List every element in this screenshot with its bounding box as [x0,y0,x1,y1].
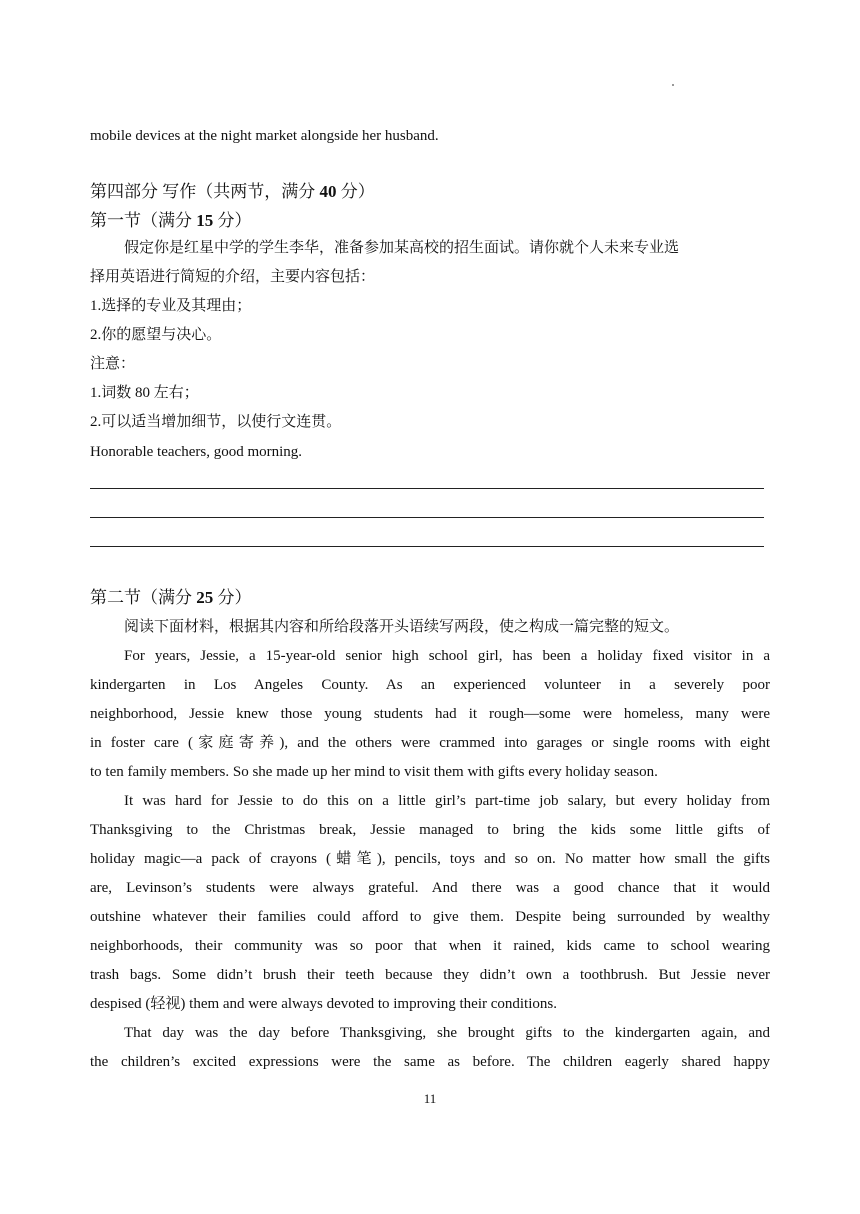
section1-prompt-line: 假定你是红星中学的学生李华，准备参加某高校的招生面试。请你就个人未来专业选 [124,240,680,256]
section2-heading: 第二节（满分 25 分） [90,588,252,607]
section1-prompt-line: 择用英语进行简短的介绍，主要内容包括： [90,269,376,285]
passage-line: trash bags. Some didn’t brush their teeth because they didn’t own a toothbrush. But Jessie never [90,967,770,983]
passage-line: neighborhoods, their community was so poor that when it rained, kids came to school wearing [90,938,770,954]
passage-line: in foster care (家庭寄养), and the others were crammed into garages or single rooms with eight [90,735,770,751]
note-item: 2.可以适当增加细节，以使行文连贯。 [90,414,342,430]
answer-line [90,517,764,518]
passage-line: neighborhood, Jessie knew those young students had it rough—some were homeless, many were [90,706,770,722]
section1-item: 1.选择的专业及其理由； [90,298,252,314]
note-label: 注意： [90,356,136,372]
passage-line: Thanksgiving to the Christmas break, Jessie managed to bring the kids some little gifts of [90,822,770,838]
passage-line: It was hard for Jessie to do this on a little girl’s part-time job salary, but every holiday from [124,793,770,809]
passage-line: to ten family members. So she made up her mind to visit them with gifts every holiday season. [90,764,658,780]
scan-mark [672,84,674,86]
passage-line: the children’s excited expressions were the same as before. The children eagerly shared happy [90,1054,770,1070]
essay-opening: Honorable teachers, good morning. [90,444,303,460]
passage-line: That day was the day before Thanksgiving, she brought gifts to the kindergarten again, and [124,1025,770,1041]
note-item: 1.词数 80 左右； [90,385,199,401]
answer-line [90,488,764,489]
page-number: 11 [423,1091,437,1106]
passage-line: outshine whatever their families could afford to give them. Despite being surrounded by wealthy [90,909,770,925]
section2-instruction: 阅读下面材料，根据其内容和所给段落开头语续写两段，使之构成一篇完整的短文。 [124,619,680,635]
passage-line: For years, Jessie, a 15-year-old senior high school girl, has been a holiday fixed visitor in a [124,648,770,664]
section1-heading: 第一节（满分 15 分） [90,211,252,230]
answer-line [90,546,764,547]
passage-line: holiday magic—a pack of crayons (蜡笔), pencils, toys and so on. No matter how small the gifts [90,851,770,867]
passage-line: are, Levinson’s students were always grateful. And there was a good chance that it would [90,880,770,896]
passage-line: despised (轻视) them and were always devoted to improving their conditions. [90,996,557,1012]
passage-line: kindergarten in Los Angeles County. As an experienced volunteer in a severely poor [90,677,770,693]
carryover-line: mobile devices at the night market alongside her husband. [90,128,439,144]
part4-heading: 第四部分 写作（共两节，满分 40 分） [90,182,375,201]
section1-item: 2.你的愿望与决心。 [90,327,222,343]
